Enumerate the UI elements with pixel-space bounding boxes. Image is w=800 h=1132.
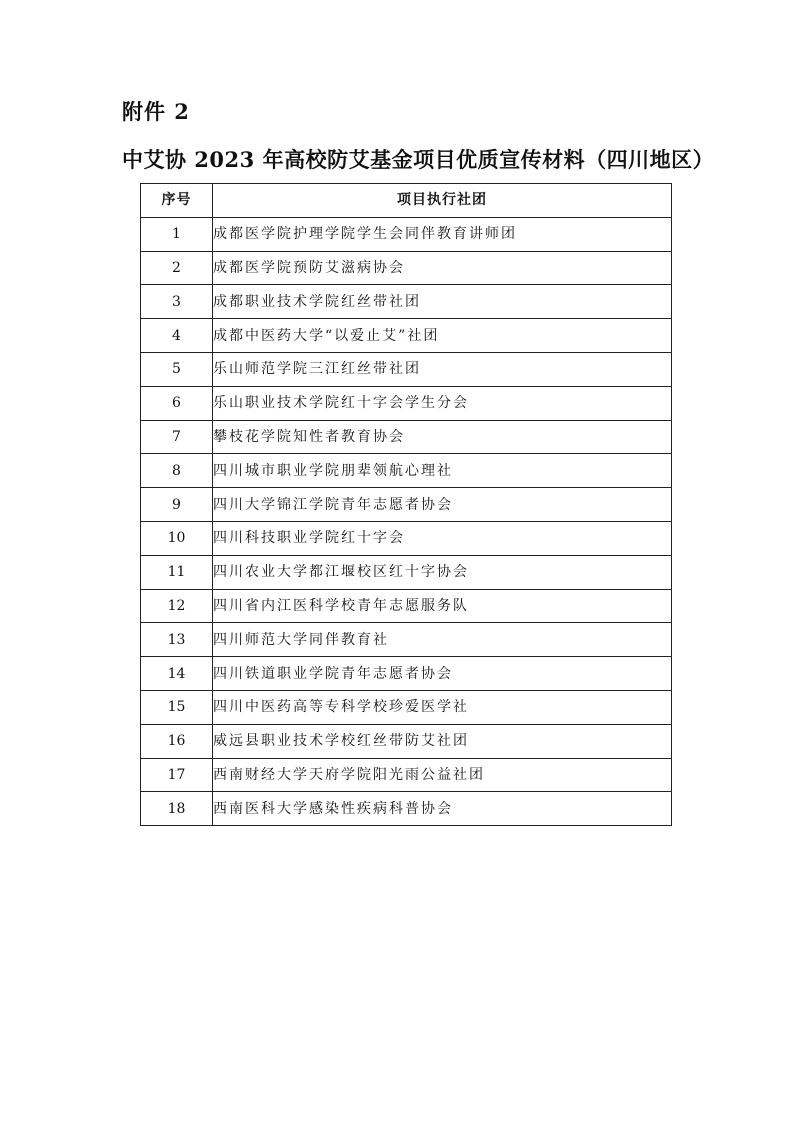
row-number: 5	[141, 352, 213, 386]
table-row	[141, 454, 672, 488]
table-row	[141, 657, 672, 691]
table-row	[141, 217, 672, 251]
club-name: 西南财经大学天府学院阳光雨公益社团	[213, 758, 672, 792]
column-header-number: 序号	[141, 184, 213, 218]
club-name: 四川大学锦江学院青年志愿者协会	[213, 488, 672, 522]
club-name: 攀枝花学院知性者教育协会	[213, 420, 672, 454]
table-row	[141, 285, 672, 319]
table-row	[141, 521, 672, 555]
club-name: 四川省内江医科学校青年志愿服务队	[213, 589, 672, 623]
table-row	[141, 690, 672, 724]
table-row	[141, 724, 672, 758]
club-name: 四川中医药高等专科学校珍爱医学社	[213, 690, 672, 724]
row-number: 7	[141, 420, 213, 454]
table-row	[141, 319, 672, 353]
table-row	[141, 555, 672, 589]
club-name: 四川科技职业学院红十字会	[213, 521, 672, 555]
table-row	[141, 758, 672, 792]
club-name: 成都医学院预防艾滋病协会	[213, 251, 672, 285]
club-name: 四川城市职业学院朋辈领航心理社	[213, 454, 672, 488]
club-name: 四川师范大学同伴教育社	[213, 623, 672, 657]
row-number: 17	[141, 758, 213, 792]
row-number: 12	[141, 589, 213, 623]
table-row	[141, 792, 672, 826]
club-name: 威远县职业技术学校红丝带防艾社团	[213, 724, 672, 758]
column-header-club: 项目执行社团	[213, 184, 672, 218]
club-name: 成都医学院护理学院学生会同伴教育讲师团	[213, 217, 672, 251]
table-row	[141, 623, 672, 657]
row-number: 2	[141, 251, 213, 285]
club-table	[140, 183, 672, 826]
club-name: 乐山师范学院三江红丝带社团	[213, 352, 672, 386]
document-title: 中艾协 2023 年高校防艾基金项目优质宣传材料（四川地区）	[122, 147, 715, 172]
club-name: 四川铁道职业学院青年志愿者协会	[213, 657, 672, 691]
row-number: 9	[141, 488, 213, 522]
row-number: 15	[141, 690, 213, 724]
table-header-row	[141, 184, 672, 218]
club-name: 成都中医药大学“以爱止艾”社团	[213, 319, 672, 353]
row-number: 10	[141, 521, 213, 555]
club-name: 四川农业大学都江堰校区红十字协会	[213, 555, 672, 589]
club-name: 乐山职业技术学院红十字会学生分会	[213, 386, 672, 420]
club-name: 成都职业技术学院红丝带社团	[213, 285, 672, 319]
row-number: 16	[141, 724, 213, 758]
row-number: 6	[141, 386, 213, 420]
row-number: 14	[141, 657, 213, 691]
table-row	[141, 251, 672, 285]
row-number: 1	[141, 217, 213, 251]
row-number: 13	[141, 623, 213, 657]
table-row	[141, 352, 672, 386]
row-number: 8	[141, 454, 213, 488]
row-number: 4	[141, 319, 213, 353]
table-row	[141, 589, 672, 623]
club-name: 西南医科大学感染性疾病科普协会	[213, 792, 672, 826]
table-row	[141, 420, 672, 454]
attachment-label: 附件 2	[122, 99, 190, 124]
table-row	[141, 386, 672, 420]
row-number: 3	[141, 285, 213, 319]
row-number: 11	[141, 555, 213, 589]
table-row	[141, 488, 672, 522]
row-number: 18	[141, 792, 213, 826]
